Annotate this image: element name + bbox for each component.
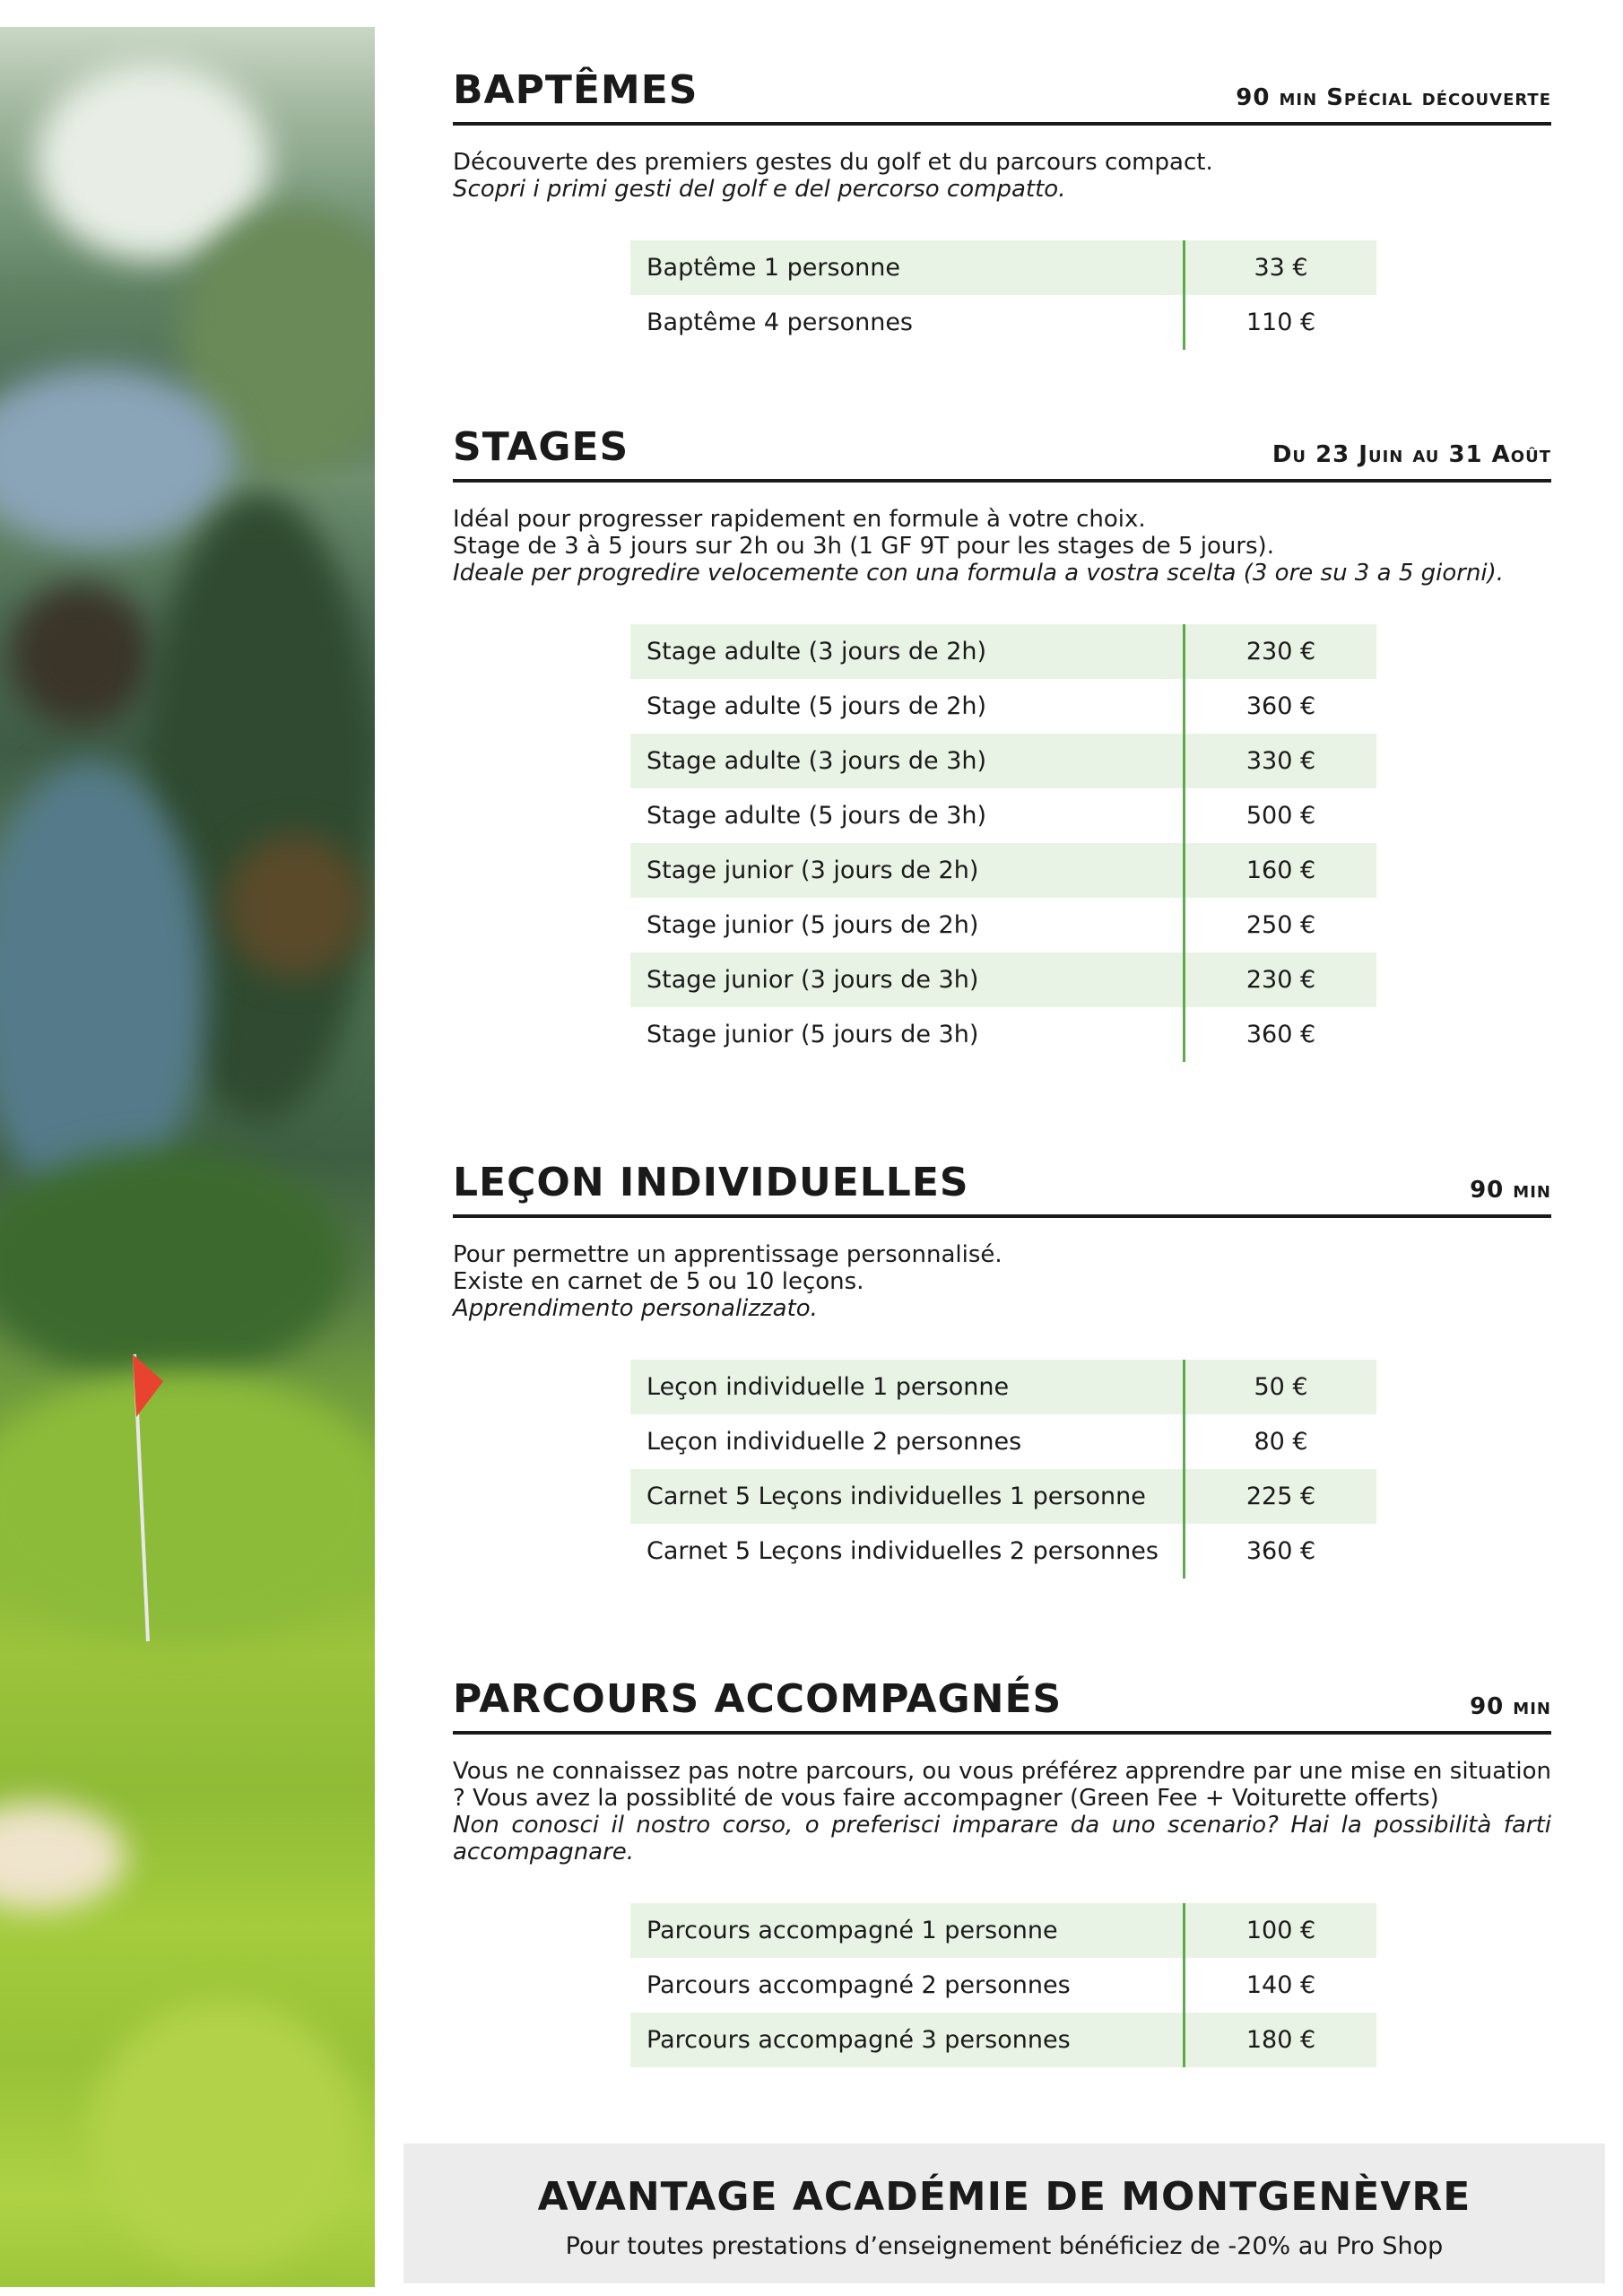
row-price: 250 € (1245, 911, 1316, 939)
golf-course-photo (0, 27, 375, 2287)
row-label: Stage adulte (3 jours de 2h) (630, 624, 1185, 679)
description-line: Idéal pour progresser rapidement en formule à votre choix. (453, 506, 1146, 533)
row-price: 160 € (1185, 843, 1377, 898)
row-label: Stage junior (3 jours de 2h) (630, 843, 1185, 898)
section-tag: Du 23 Juin au 31 Août (1271, 441, 1551, 468)
table-row (630, 1958, 1376, 2013)
table-row (630, 295, 1376, 350)
description-line: Vous ne connaissez pas notre parcours, ou vous préférez apprendre par une mise en situation ? Vous avez la possiblité de vous faire accompagner (Green Fee + Voiturette offerts) (453, 1758, 1551, 1812)
price-table (630, 1903, 1376, 2067)
academy-advantage-banner (404, 2144, 1605, 2283)
row-label: Baptême 4 personnes (630, 295, 1185, 350)
description-line: Découverte des premiers gestes du golf et du parcours compact. (453, 149, 1213, 176)
table-row (630, 679, 1376, 734)
row-price: 360 € (1245, 1537, 1316, 1565)
row-price: 500 € (1245, 802, 1316, 830)
row-label: Baptême 1 personne (630, 240, 1185, 295)
section-title: STAGES (453, 424, 629, 470)
description-italian: Non conosci il nostro corso, o preferisci imparare da uno scenario? Hai la possibilità farti accompagnare. (453, 1812, 1551, 1866)
row-label: Parcours accompagné 1 personne (630, 1903, 1185, 1958)
table-row (630, 898, 1376, 952)
golf-flag-icon (133, 1354, 163, 1641)
section-description (453, 1758, 1551, 1866)
table-row (630, 240, 1376, 295)
section-title: BAPTÊMES (453, 67, 699, 113)
section-header (453, 416, 1551, 483)
table-row (630, 1360, 1376, 1414)
description-line: Stage de 3 à 5 jours sur 2h ou 3h (1 GF 9T pour les stages de 5 jours). (453, 533, 1274, 560)
section-description (453, 1241, 1551, 1322)
row-price: 360 € (1245, 1021, 1316, 1048)
section-parcours (453, 1668, 1551, 2067)
price-table (630, 1360, 1376, 1578)
banner-title: AVANTAGE ACADÉMIE DE MONTGENÈVRE (537, 2174, 1471, 2220)
row-price: 230 € (1185, 952, 1377, 1007)
row-label: Stage adulte (3 jours de 3h) (630, 734, 1185, 788)
row-label: Stage junior (5 jours de 2h) (630, 898, 1185, 952)
section-header (453, 1668, 1551, 1735)
table-row (630, 1524, 1376, 1578)
description-italian: Ideale per progredire velocemente con una formula a vostra scelta (3 ore su 3 a 5 giorni). (453, 560, 1505, 587)
row-price: 225 € (1185, 1469, 1377, 1524)
section-header (453, 59, 1551, 126)
row-label: Carnet 5 Leçons individuelles 2 personnes (630, 1524, 1185, 1578)
row-label: Parcours accompagné 3 personnes (630, 2013, 1185, 2067)
row-label: Stage junior (5 jours de 3h) (630, 1007, 1185, 1062)
row-price: 50 € (1185, 1360, 1377, 1414)
section-lecons (453, 1152, 1551, 1578)
description-line: Pour permettre un apprentissage personnalisé. (453, 1241, 1002, 1268)
row-price: 100 € (1185, 1903, 1377, 1958)
table-row (630, 843, 1376, 898)
row-label: Carnet 5 Leçons individuelles 1 personne (630, 1469, 1185, 1524)
row-price: 230 € (1185, 624, 1377, 679)
section-stages (453, 416, 1551, 1062)
row-label: Leçon individuelle 1 personne (630, 1360, 1185, 1414)
section-tag: 90 min (1470, 1177, 1551, 1204)
table-row (630, 734, 1376, 788)
table-row (630, 1414, 1376, 1469)
table-row (630, 1469, 1376, 1524)
row-price: 330 € (1185, 734, 1377, 788)
section-title: LEÇON INDIVIDUELLES (453, 1160, 969, 1205)
row-price: 80 € (1254, 1428, 1308, 1456)
description-line: Existe en carnet de 5 ou 10 leçons. (453, 1268, 864, 1295)
section-tag: 90 min (1470, 1693, 1551, 1720)
table-row (630, 1903, 1376, 1958)
row-price: 180 € (1185, 2013, 1377, 2067)
row-label: Leçon individuelle 2 personnes (630, 1414, 1185, 1469)
price-table (630, 240, 1376, 350)
description-italian: Scopri i primi gesti del golf e del percorso compatto. (453, 176, 1066, 203)
description-italian: Apprendimento personalizzato. (453, 1295, 818, 1322)
section-description (453, 506, 1551, 587)
section-title: PARCOURS ACCOMPAGNÉS (453, 1676, 1063, 1722)
table-row (630, 2013, 1376, 2067)
table-row (630, 788, 1376, 843)
row-price: 33 € (1185, 240, 1377, 295)
table-row (630, 1007, 1376, 1062)
banner-subtitle: Pour toutes prestations d’enseignement bénéficiez de -20% au Pro Shop (565, 2232, 1444, 2260)
section-tag: 90 min Spécial découverte (1236, 84, 1551, 111)
price-table (630, 624, 1376, 1062)
row-label: Stage adulte (5 jours de 3h) (630, 788, 1185, 843)
table-row (630, 952, 1376, 1007)
section-baptemes (453, 59, 1551, 350)
section-header (453, 1152, 1551, 1218)
section-description (453, 149, 1551, 203)
row-label: Parcours accompagné 2 personnes (630, 1958, 1185, 2013)
row-price: 140 € (1245, 1971, 1316, 1999)
row-price: 110 € (1245, 309, 1316, 336)
row-price: 360 € (1245, 692, 1316, 720)
row-label: Stage junior (3 jours de 3h) (630, 952, 1185, 1007)
row-label: Stage adulte (5 jours de 2h) (630, 679, 1185, 734)
table-row (630, 624, 1376, 679)
